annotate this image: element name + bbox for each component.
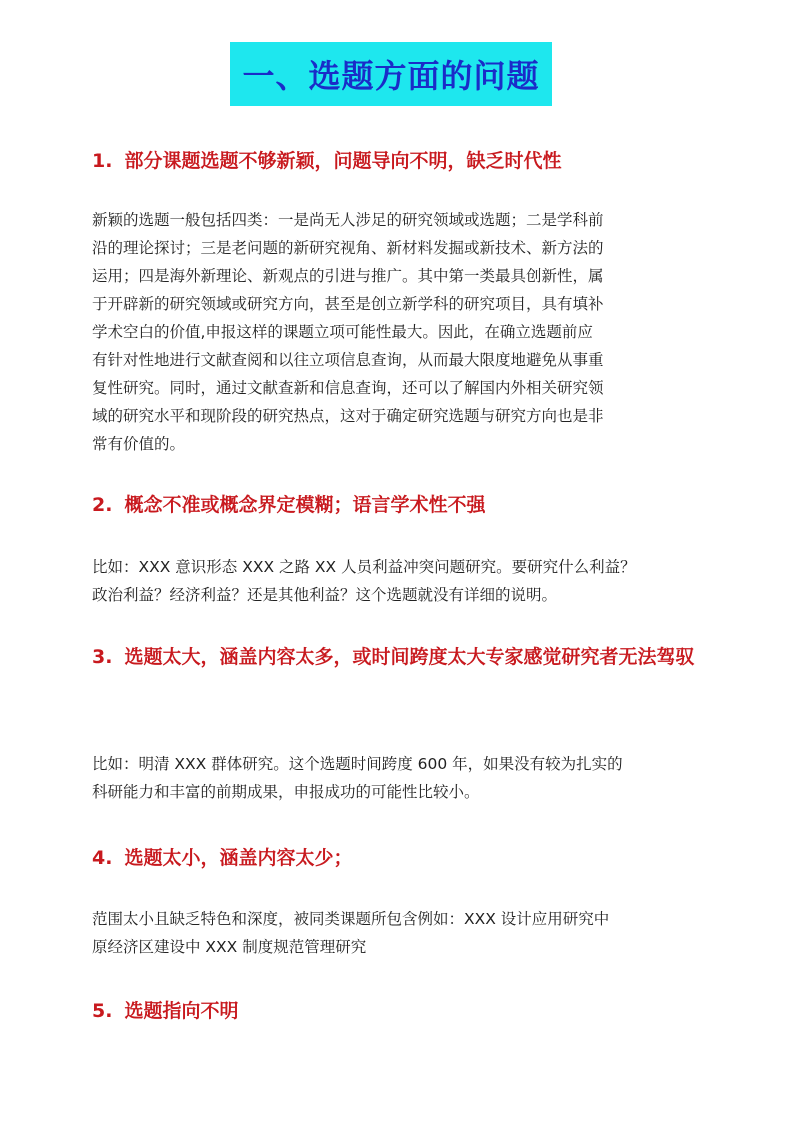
paragraph-line: 复性研究。同时，通过文献查新和信息查询，还可以了解国内外相关研究领 (92, 379, 604, 397)
paragraph-line: 新颖的选题一般包括四类：一是尚无人涉足的研究领域或选题；二是学科前 (92, 211, 604, 229)
section-number: 5. (92, 1000, 113, 1022)
section-heading-text: 选题指向不明 (124, 1000, 239, 1022)
paragraph-line: 比如：XXX 意识形态 XXX 之路 XX 人员利益冲突问题研究。要研究什么利益？ (92, 558, 636, 576)
paragraph-line: 常有价值的。 (92, 435, 186, 453)
paragraph-line: 范围太小且缺乏特色和深度，被同类课题所包含例如：XXX 设计应用研究中 (92, 910, 610, 928)
section-number: 2. (92, 494, 113, 516)
section-1-heading (92, 146, 712, 173)
section-5-heading (92, 996, 712, 1023)
section-heading-text: 概念不准或概念界定模糊；语言学术性不强 (124, 494, 486, 516)
section-heading-text: 选题太小，涵盖内容太少； (124, 847, 353, 869)
paragraph-line: 比如：明清 XXX 群体研究。这个选题时间跨度 600 年，如果没有较为扎实的 (92, 755, 623, 773)
paragraph-line: 沿的理论探讨；三是老问题的新研究视角、新材料发掘或新技术、新方法的 (92, 239, 604, 257)
section-3-heading (92, 636, 696, 678)
section-number: 1. (92, 150, 113, 172)
section-number: 3. (92, 646, 113, 668)
paragraph-line: 原经济区建设中 XXX 制度规范管理研究 (92, 938, 367, 956)
paragraph-line: 运用；四是海外新理论、新观点的引进与推广。其中第一类最具创新性，属 (92, 267, 604, 285)
title-banner (230, 42, 552, 106)
section-heading-text: 部分课题选题不够新颖，问题导向不明，缺乏时代性 (124, 150, 562, 172)
paragraph-line: 学术空白的价值,申报这样的课题立项可能性最大。因此，在确立选题前应 (92, 323, 593, 341)
section-4-heading (92, 843, 712, 870)
page-title: 一、选题方面的问题 (242, 57, 540, 95)
paragraph-line: 有针对性地进行文献查阅和以往立项信息查询，从而最大限度地避免从事重 (92, 351, 604, 369)
paragraph-line: 科研能力和丰富的前期成果，申报成功的可能性比较小。 (92, 783, 480, 801)
paragraph-line: 政治利益？经济利益？还是其他利益？这个选题就没有详细的说明。 (92, 586, 558, 604)
section-2-heading (92, 490, 712, 517)
paragraph-line: 于开辟新的研究领域或研究方向，甚至是创立新学科的研究项目，具有填补 (92, 295, 604, 313)
paragraph-line: 域的研究水平和现阶段的研究热点，这对于确定研究选题与研究方向也是非 (92, 407, 604, 425)
section-heading-text: 选题太大，涵盖内容太多，或时间跨度太大专家感觉研究者无法驾驭 (124, 646, 695, 668)
section-number: 4. (92, 847, 113, 869)
